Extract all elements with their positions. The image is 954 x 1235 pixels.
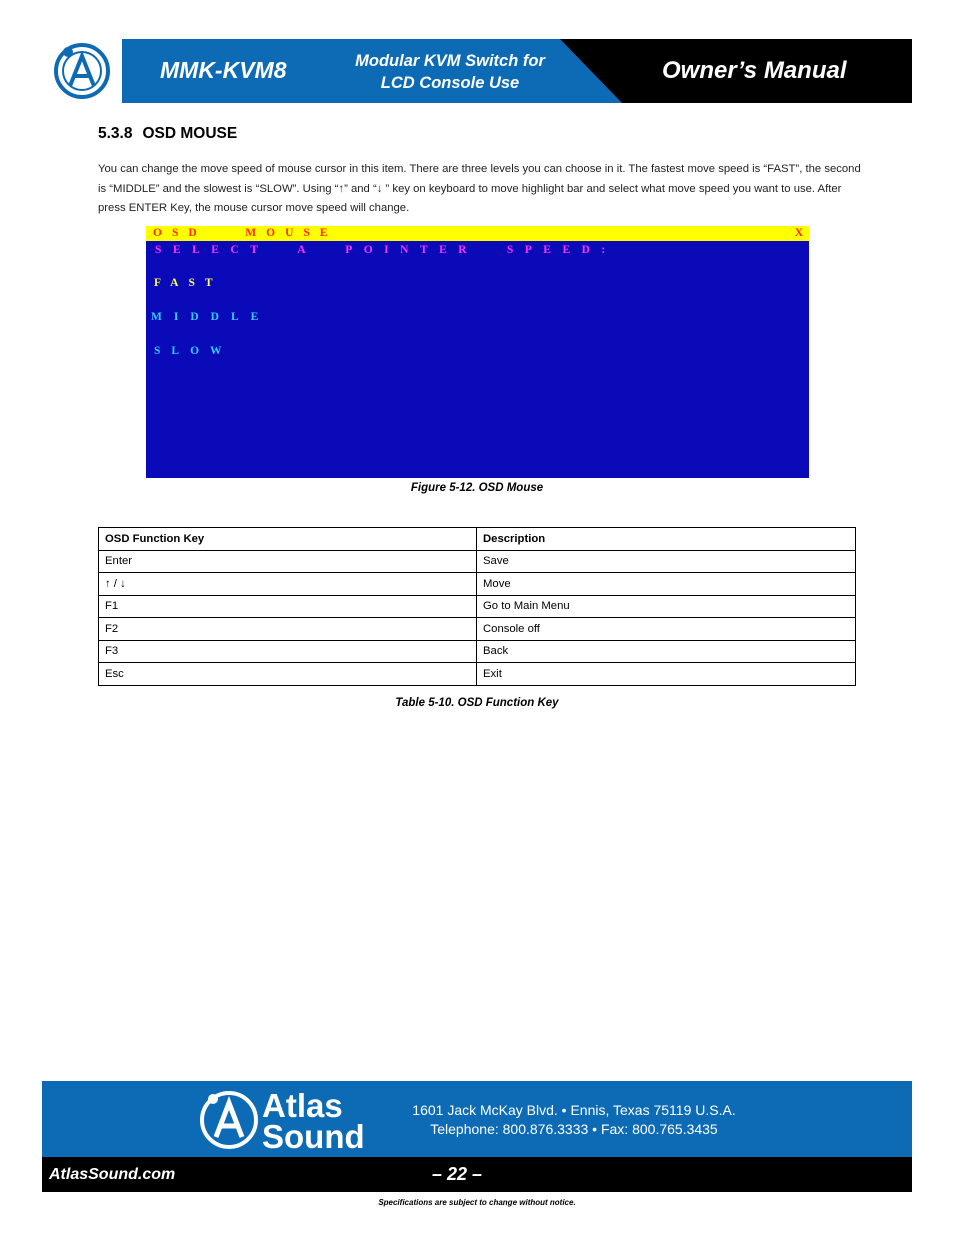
footer-black-band	[42, 1157, 912, 1192]
figure-caption: Figure 5-12. OSD Mouse	[410, 482, 544, 494]
brand-line-2: Sound	[262, 1118, 365, 1151]
osd-title-bar	[146, 226, 809, 241]
footer-blue-band	[42, 1081, 912, 1157]
table-cell: ↑ / ↓	[99, 573, 477, 596]
function-key-table	[98, 527, 856, 686]
page-number: – 22 –	[432, 1164, 483, 1184]
company-address	[394, 1101, 754, 1139]
brand-line-1: Atlas	[262, 1087, 343, 1124]
osd-option-fast[interactable]: FAST	[154, 277, 223, 289]
table-header-row	[99, 528, 856, 551]
table-cell: Back	[477, 640, 856, 663]
table-cell: Console off	[477, 618, 856, 641]
table-caption: Table 5-10. OSD Function Key	[395, 697, 559, 709]
table-cell: F2	[99, 618, 477, 641]
table-row	[99, 550, 856, 573]
osd-prompt: SELECT A POINTER SPEED:	[155, 244, 617, 256]
table-cell: Move	[477, 573, 856, 596]
manual-title: Owner’s Manual	[662, 57, 847, 84]
table-header: Description	[477, 528, 856, 551]
section-heading	[98, 125, 237, 143]
address-line-2: Telephone: 800.876.3333 • Fax: 800.765.3435	[430, 1121, 718, 1137]
table-row	[99, 618, 856, 641]
osd-option-middle[interactable]: MIDDLE	[151, 311, 271, 323]
logo-box	[42, 39, 122, 103]
table-cell: Go to Main Menu	[477, 595, 856, 618]
table-cell: Esc	[99, 663, 477, 686]
section-paragraph: You can change the move speed of mouse cursor in this item. There are three levels you can choose in it. The fastest move speed is “FAST”, the second is “MIDDLE” and the slowest is “SLOW”. Using “↑” and “↓ ” key on keyboard to move highlight bar and select what move speed you want to use. After press ENTER Key, the mouse cursor move speed will change.	[98, 163, 861, 214]
table-row	[99, 573, 856, 596]
table-row	[99, 640, 856, 663]
table-cell: Enter	[99, 550, 477, 573]
osd-option-slow[interactable]: SLOW	[154, 345, 233, 357]
table-row	[99, 595, 856, 618]
subtitle-line-1: Modular KVM Switch for	[355, 52, 545, 70]
table-cell: Exit	[477, 663, 856, 686]
website-link[interactable]: AtlasSound.com	[49, 1166, 176, 1183]
address-line-1: 1601 Jack McKay Blvd. • Ennis, Texas 75119 U.S.A.	[412, 1102, 736, 1118]
osd-close-icon[interactable]: X	[794, 227, 803, 239]
table-row	[99, 663, 856, 686]
atlas-logo-icon	[52, 42, 114, 100]
page-header	[42, 39, 912, 103]
osd-title: OSD MOUSE	[153, 227, 338, 239]
model-name: MMK-KVM8	[160, 57, 287, 83]
table-header: OSD Function Key	[99, 528, 477, 551]
subtitle-line-2: LCD Console Use	[380, 74, 520, 92]
table-cell: F3	[99, 640, 477, 663]
atlas-sound-logo-icon	[198, 1087, 388, 1151]
table-cell: Save	[477, 550, 856, 573]
header-subtitle	[335, 50, 565, 94]
section-title: OSD MOUSE	[142, 125, 238, 142]
osd-mouse-screen	[146, 226, 809, 478]
disclaimer: Specifications are subject to change without notice.	[378, 1198, 576, 1207]
table-cell: F1	[99, 595, 477, 618]
section-number: 5.3.8	[98, 125, 133, 142]
